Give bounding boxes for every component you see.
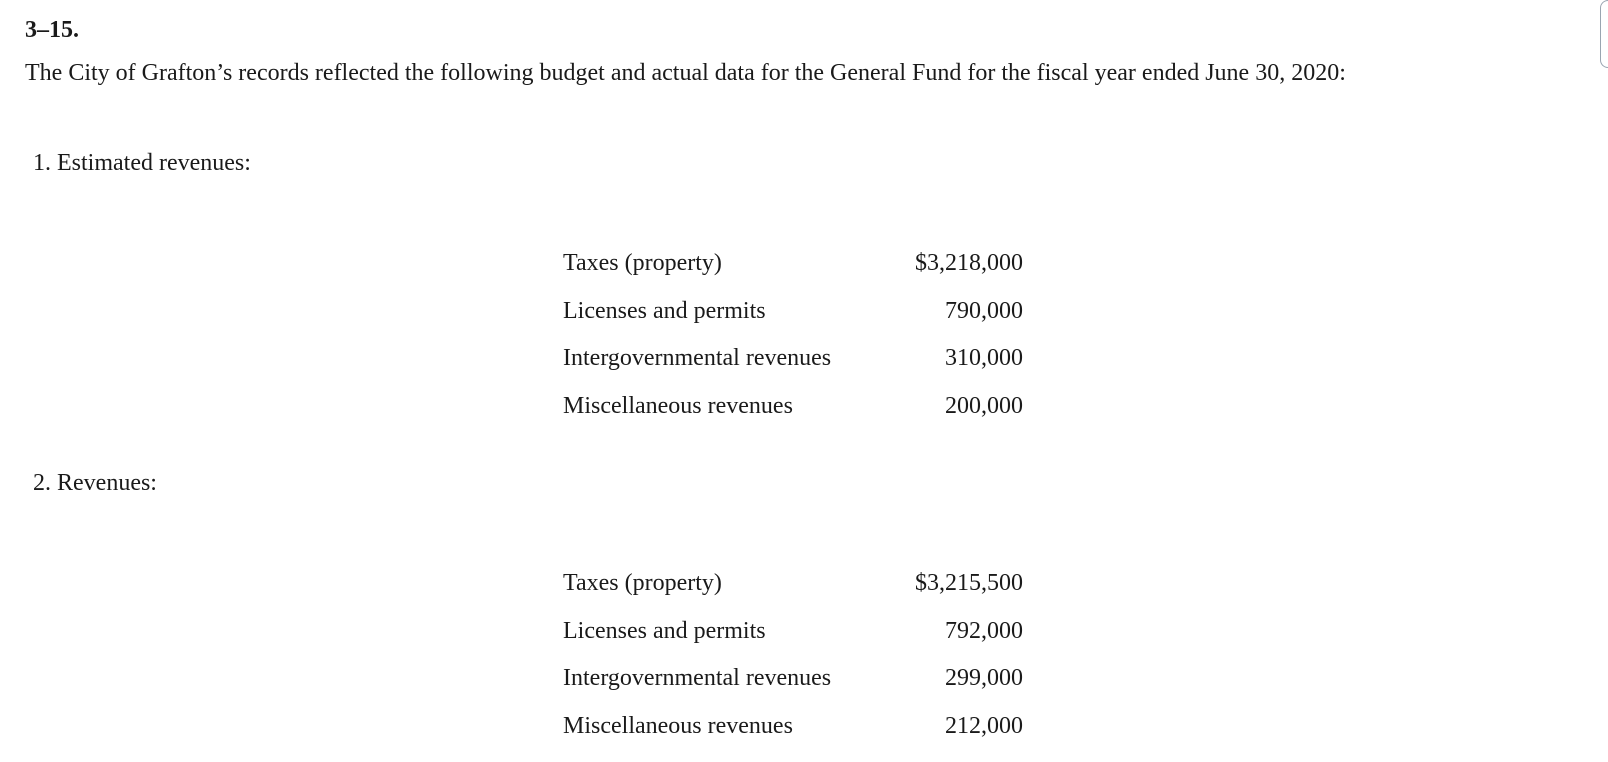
row-amount: 200,000 <box>945 392 1023 419</box>
row-label: Licenses and permits <box>563 297 766 324</box>
estimated-revenues-table <box>553 240 1033 430</box>
table-row <box>553 560 1033 608</box>
row-amount: 310,000 <box>945 345 1023 371</box>
row-label: Miscellaneous revenues <box>563 712 793 739</box>
row-amount: 212,000 <box>945 712 1023 739</box>
section-heading-revenues: 2. Revenues: <box>33 470 157 496</box>
row-label: Intergovernmental revenues <box>563 345 832 371</box>
row-label: Licenses and permits <box>563 617 766 644</box>
side-panel-tab[interactable] <box>1600 0 1608 68</box>
row-label: Intergovernmental revenues <box>563 665 832 691</box>
section-heading-estimated-revenues: 1. Estimated revenues: <box>33 150 251 176</box>
row-label: Taxes (property) <box>563 250 722 276</box>
row-amount: 299,000 <box>945 665 1023 691</box>
table-row <box>553 288 1033 336</box>
table-row <box>553 608 1033 656</box>
table-row <box>553 655 1033 703</box>
row-label: Taxes (property) <box>563 570 722 596</box>
problem-intro: The City of Grafton’s records reflected the following budget and actual data for the General Fund for the fiscal year ended June 30, 2020: <box>25 60 1346 86</box>
table-row <box>553 383 1033 431</box>
table-row <box>553 703 1033 751</box>
revenues-table <box>553 560 1033 750</box>
row-amount: 790,000 <box>945 297 1023 324</box>
table-row <box>553 240 1033 288</box>
row-amount: $3,218,000 <box>915 250 1023 276</box>
problem-number: 3–15. <box>25 17 79 43</box>
row-label: Miscellaneous revenues <box>563 392 793 419</box>
row-amount: $3,215,500 <box>915 570 1023 596</box>
row-amount: 792,000 <box>945 617 1023 644</box>
table-row <box>553 335 1033 383</box>
